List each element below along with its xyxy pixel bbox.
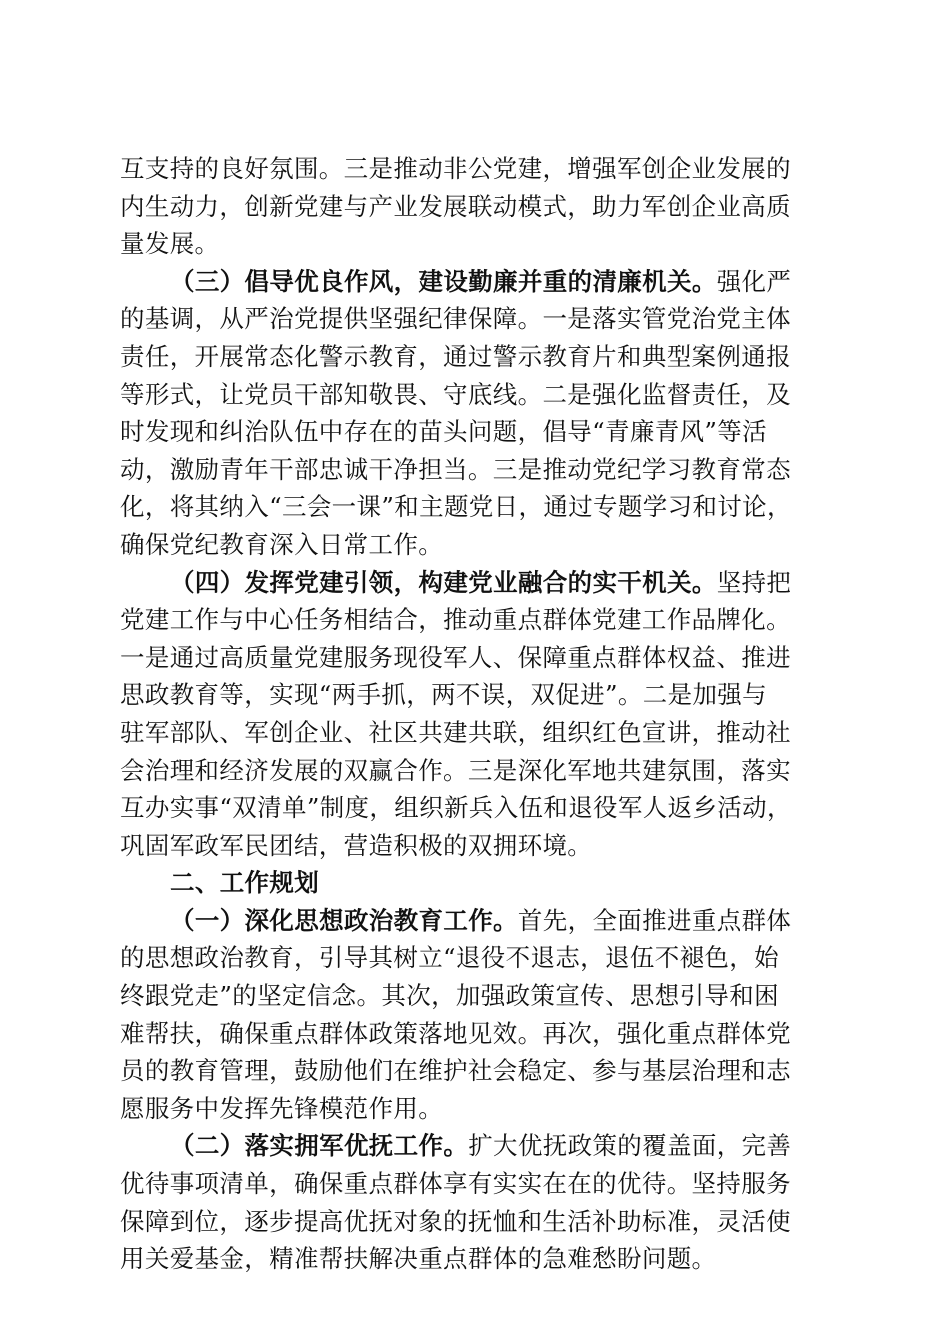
line-text: 优待事项清单，确保重点群体享有实实在在的优待。坚持服务 <box>120 1169 791 1199</box>
text-line <box>120 827 832 865</box>
text-line <box>120 488 832 526</box>
line-text: 首先，全面推进重点群体 <box>517 905 792 935</box>
text-line <box>120 1015 832 1053</box>
text-line <box>120 789 832 827</box>
text-line <box>120 300 832 338</box>
text-line <box>120 150 832 188</box>
line-text: 强化严 <box>716 266 792 296</box>
line-text: 责任，开展常态化警示教育，通过警示教育片和典型案例通报 <box>120 341 791 371</box>
line-text: 巩固军政军民团结，营造积极的双拥环境。 <box>120 830 593 860</box>
line-text: 二、工作规划 <box>170 868 320 898</box>
line-text: 量发展。 <box>120 229 220 259</box>
text-line <box>120 188 832 226</box>
line-text: 一是通过高质量党建服务现役军人、保障重点群体权益、推进 <box>120 642 791 672</box>
text-line <box>120 939 832 977</box>
line-text: 难帮扶，确保重点群体政策落地见效。再次，强化重点群体党 <box>120 1018 791 1048</box>
line-text: 员的教育管理，鼓励他们在维护社会稳定、参与基层治理和志 <box>120 1056 791 1086</box>
line-text: 会治理和经济发展的双赢合作。三是深化军地共建氛围，落实 <box>120 755 791 785</box>
text-line <box>120 564 832 602</box>
line-text: 保障到位，逐步提高优抚对象的抚恤和生活补助标准，灵活使 <box>120 1206 791 1236</box>
line-text: 确保党纪教育深入日常工作。 <box>120 529 444 559</box>
paragraph-lead: （三）倡导优良作风，建设勤廉并重的清廉机关。 <box>170 266 717 296</box>
line-text: 驻军部队、军创企业、社区共建共联，组织红色宣讲，推动社 <box>120 717 791 747</box>
line-text: 时发现和纠治队伍中存在的苗头问题，倡导“青廉青风”等活 <box>120 417 767 447</box>
line-text: 等形式，让党员干部知敬畏、守底线。二是强化监督责任，及 <box>120 379 791 409</box>
text-line <box>120 1203 832 1241</box>
paragraph-lead: （四）发挥党建引领，构建党业融合的实干机关。 <box>170 567 717 597</box>
line-text: 互支持的良好氛围。三是推动非公党建，增强军创企业发展的 <box>120 154 791 183</box>
line-text: 终跟党走”的坚定信念。其次，加强政策宣传、思想引导和困 <box>120 981 779 1011</box>
text-line <box>120 639 832 677</box>
text-line <box>120 1090 832 1128</box>
line-text: 化，将其纳入“三会一课”和主题党日，通过专题学习和讨论， <box>120 492 792 522</box>
line-text: 扩大优抚政策的覆盖面，完善 <box>468 1131 792 1161</box>
text-line <box>120 263 832 301</box>
line-text: 党建工作与中心任务相结合，推动重点群体党建工作品牌化。 <box>120 605 791 635</box>
paragraph-lead: （二）落实拥军优抚工作。 <box>170 1131 469 1161</box>
text-line <box>120 225 832 263</box>
text-line <box>120 451 832 489</box>
line-text: 的思想政治教育，引导其树立“退役不退志，退伍不褪色，始 <box>120 943 779 973</box>
document-body <box>120 150 832 1278</box>
paragraph-lead: （一）深化思想政治教育工作。 <box>170 905 518 935</box>
line-text: 愿服务中发挥先锋模范作用。 <box>120 1093 444 1123</box>
text-line <box>120 676 832 714</box>
line-text: 动，激励青年干部忠诚干净担当。三是推动党纪学习教育常态 <box>120 454 791 484</box>
text-line <box>120 526 832 564</box>
line-text: 内生动力，创新党建与产业发展联动模式，助力军创企业高质 <box>120 191 791 221</box>
text-line <box>120 1240 832 1278</box>
text-line <box>120 601 832 639</box>
line-text: 的基调，从严治党提供坚强纪律保障。一是落实管党治党主体 <box>120 304 791 334</box>
text-line <box>120 338 832 376</box>
text-line <box>120 1127 832 1165</box>
section-heading <box>120 864 832 902</box>
text-line <box>120 977 832 1015</box>
text-line <box>120 902 832 940</box>
line-text: 坚持把 <box>716 567 792 597</box>
text-line <box>120 752 832 790</box>
text-line <box>120 1052 832 1090</box>
text-line <box>120 413 832 451</box>
text-line <box>120 714 832 752</box>
line-text: 思政教育等，实现“两手抓，两不误，双促进”。二是加强与 <box>120 680 767 710</box>
line-text: 用关爱基金，精准帮扶解决重点群体的急难愁盼问题。 <box>120 1244 717 1274</box>
text-line <box>120 376 832 414</box>
line-text: 互办实事“双清单”制度，组织新兵入伍和退役军人返乡活动， <box>120 793 792 823</box>
text-line <box>120 1165 832 1203</box>
